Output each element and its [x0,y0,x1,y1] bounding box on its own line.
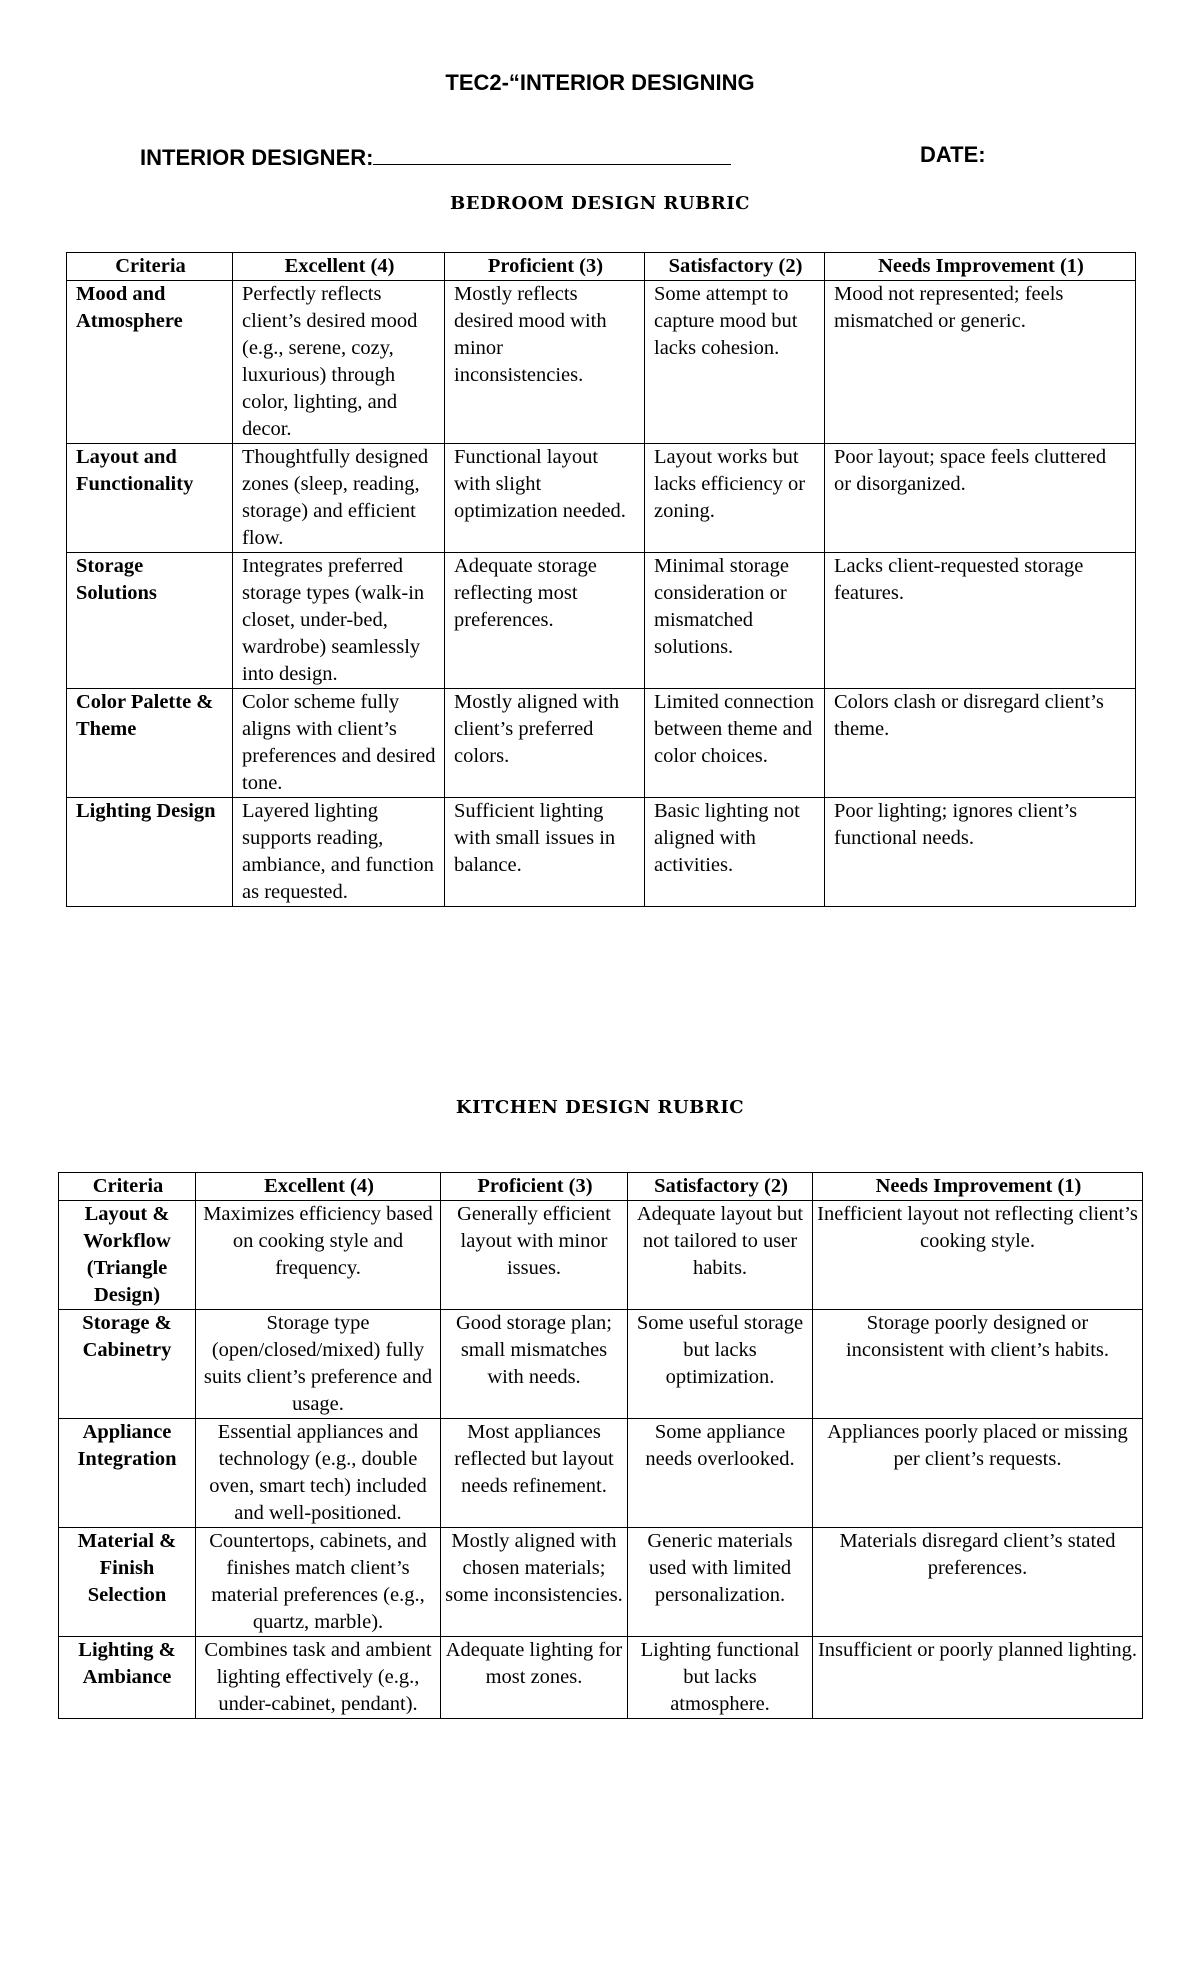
excellent-cell: Storage type (open/closed/mixed) fully suits client’s preference and usage. [196,1310,441,1419]
satisfactory-cell: Adequate layout but not tailored to user habits. [628,1201,813,1310]
excellent-cell: Layered lighting supports reading, ambiance, and function as requested. [233,798,445,907]
excellent-cell: Integrates preferred storage types (walk-in closet, under-bed, wardrobe) seamlessly into design. [233,553,445,689]
needs-improvement-cell: Storage poorly designed or inconsistent with client’s habits. [813,1310,1143,1419]
table-row [67,281,1136,444]
table-row [59,1201,1143,1310]
table-header-row [59,1173,1143,1201]
header-needs-improvement: Needs Improvement (1) [813,1173,1143,1201]
bedroom-rubric-table [66,252,1136,907]
proficient-cell: Adequate lighting for most zones. [441,1637,628,1719]
criteria-cell: Mood and Atmosphere [67,281,233,444]
satisfactory-cell: Some attempt to capture mood but lacks cohesion. [645,281,825,444]
excellent-cell: Thoughtfully designed zones (sleep, reading, storage) and efficient flow. [233,444,445,553]
designer-date-row [140,142,1060,172]
criteria-cell: Lighting & Ambiance [59,1637,196,1719]
satisfactory-cell: Basic lighting not aligned with activities. [645,798,825,907]
table-row [67,444,1136,553]
excellent-cell: Maximizes efficiency based on cooking style and frequency. [196,1201,441,1310]
designer-blank-line[interactable] [373,142,731,165]
designer-label: INTERIOR DESIGNER: [140,145,374,170]
table-row [59,1637,1143,1719]
header-criteria: Criteria [59,1173,196,1201]
header-satisfactory: Satisfactory (2) [645,253,825,281]
needs-improvement-cell: Lacks client-requested storage features. [825,553,1136,689]
proficient-cell: Mostly reflects desired mood with minor inconsistencies. [445,281,645,444]
needs-improvement-cell: Poor lighting; ignores client’s functional needs. [825,798,1136,907]
proficient-cell: Adequate storage reflecting most preferences. [445,553,645,689]
criteria-cell: Layout and Functionality [67,444,233,553]
needs-improvement-cell: Colors clash or disregard client’s theme. [825,689,1136,798]
satisfactory-cell: Lighting functional but lacks atmosphere. [628,1637,813,1719]
proficient-cell: Sufficient lighting with small issues in balance. [445,798,645,907]
document-title: TEC2-“INTERIOR DESIGNING [445,70,755,95]
criteria-cell: Material & Finish Selection [59,1528,196,1637]
table-row [59,1419,1143,1528]
header-excellent: Excellent (4) [233,253,445,281]
header-proficient: Proficient (3) [441,1173,628,1201]
satisfactory-cell: Minimal storage consideration or mismatched solutions. [645,553,825,689]
table-row [67,689,1136,798]
table-row [67,553,1136,689]
needs-improvement-cell: Inefficient layout not reflecting client’s cooking style. [813,1201,1143,1310]
kitchen-rubric-table [58,1172,1143,1719]
criteria-cell: Color Palette & Theme [67,689,233,798]
header-excellent: Excellent (4) [196,1173,441,1201]
criteria-cell: Lighting Design [67,798,233,907]
needs-improvement-cell: Insufficient or poorly planned lighting. [813,1637,1143,1719]
table-row [59,1528,1143,1637]
bedroom-rubric-title: BEDROOM DESIGN RUBRIC [450,193,750,214]
proficient-cell: Functional layout with slight optimization needed. [445,444,645,553]
table-row [59,1310,1143,1419]
proficient-cell: Generally efficient layout with minor issues. [441,1201,628,1310]
header-proficient: Proficient (3) [445,253,645,281]
needs-improvement-cell: Appliances poorly placed or missing per client’s requests. [813,1419,1143,1528]
needs-improvement-cell: Poor layout; space feels cluttered or disorganized. [825,444,1136,553]
header-criteria: Criteria [67,253,233,281]
excellent-cell: Color scheme fully aligns with client’s preferences and desired tone. [233,689,445,798]
proficient-cell: Mostly aligned with chosen materials; some inconsistencies. [441,1528,628,1637]
satisfactory-cell: Limited connection between theme and color choices. [645,689,825,798]
table-row [67,798,1136,907]
satisfactory-cell: Layout works but lacks efficiency or zoning. [645,444,825,553]
header-satisfactory: Satisfactory (2) [628,1173,813,1201]
proficient-cell: Most appliances reflected but layout needs refinement. [441,1419,628,1528]
satisfactory-cell: Some useful storage but lacks optimization. [628,1310,813,1419]
criteria-cell: Appliance Integration [59,1419,196,1528]
excellent-cell: Countertops, cabinets, and finishes match client’s material preferences (e.g., quartz, marble). [196,1528,441,1637]
satisfactory-cell: Generic materials used with limited personalization. [628,1528,813,1637]
criteria-cell: Storage Solutions [67,553,233,689]
kitchen-rubric-title: KITCHEN DESIGN RUBRIC [455,1097,745,1118]
needs-improvement-cell: Mood not represented; feels mismatched or generic. [825,281,1136,444]
date-label: DATE: [920,142,986,167]
needs-improvement-cell: Materials disregard client’s stated preferences. [813,1528,1143,1637]
satisfactory-cell: Some appliance needs overlooked. [628,1419,813,1528]
criteria-cell: Storage & Cabinetry [59,1310,196,1419]
table-header-row [67,253,1136,281]
excellent-cell: Perfectly reflects client’s desired mood (e.g., serene, cozy, luxurious) through color, lighting, and decor. [233,281,445,444]
proficient-cell: Mostly aligned with client’s preferred colors. [445,689,645,798]
excellent-cell: Combines task and ambient lighting effectively (e.g., under-cabinet, pendant). [196,1637,441,1719]
designer-field [140,142,731,171]
header-needs-improvement: Needs Improvement (1) [825,253,1136,281]
proficient-cell: Good storage plan; small mismatches with needs. [441,1310,628,1419]
criteria-cell: Layout & Workflow (Triangle Design) [59,1201,196,1310]
excellent-cell: Essential appliances and technology (e.g., double oven, smart tech) included and well-positioned. [196,1419,441,1528]
